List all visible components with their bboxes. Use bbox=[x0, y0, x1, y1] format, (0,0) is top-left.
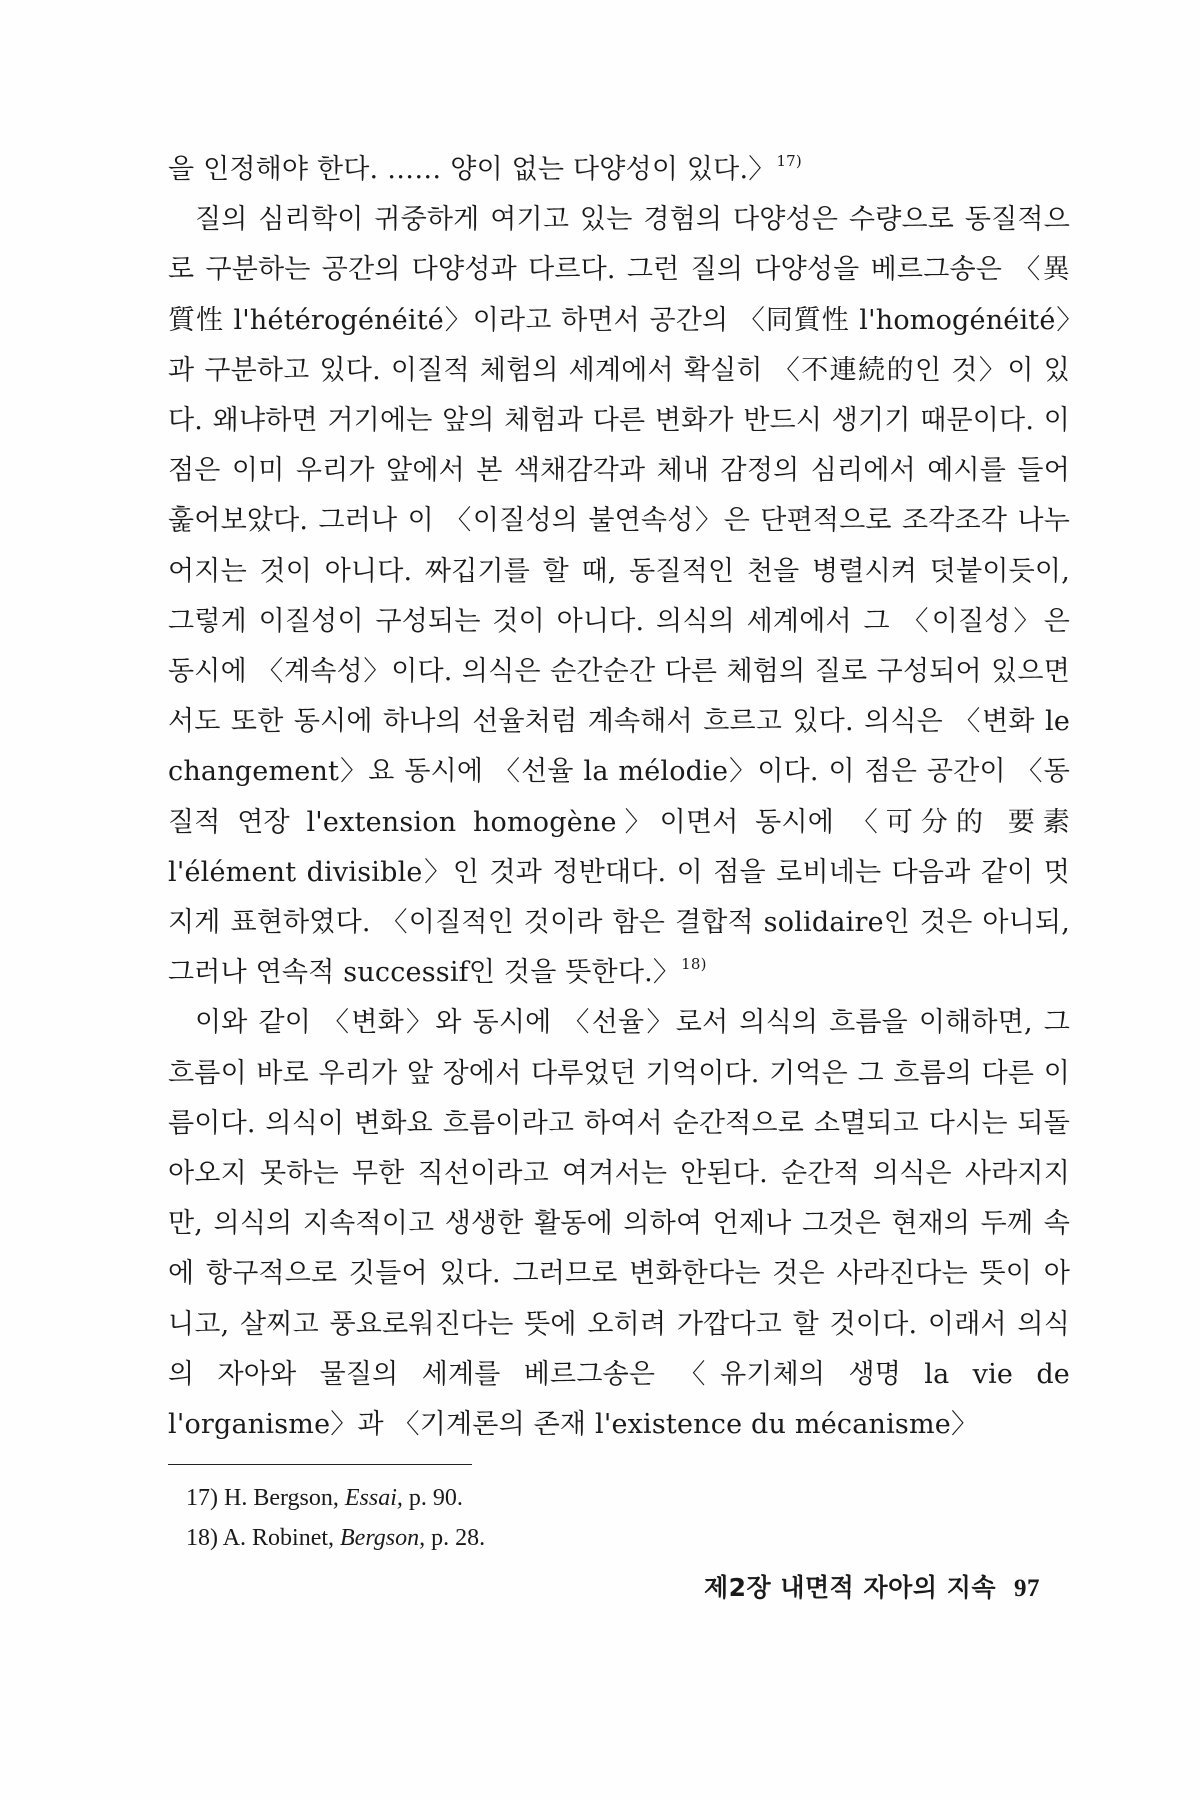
footnotes bbox=[186, 1478, 886, 1558]
footnote-page: p. 90. bbox=[408, 1485, 463, 1511]
footnote-18 bbox=[186, 1518, 886, 1558]
footnote-ref-17: 17) bbox=[776, 152, 802, 170]
footnote-work: Essai, bbox=[344, 1485, 403, 1511]
footnote-page: p. 28. bbox=[431, 1525, 486, 1551]
paragraph-1 bbox=[168, 145, 1070, 195]
paragraph-2-text: 질의 심리학이 귀중하게 여기고 있는 경험의 다양성은 수량으로 동질적으로 구분하는 공간의 다양성과 다르다. 그런 질의 다양성을 베르그송은 〈異質性 l'hétérogénéité〉이라고 하면서 공간의 〈同質性 l'homogénéité〉과 구분하고 있다. 이질적 체험의 세계에서 확실히 〈不連続的인 것〉이 있다. 왜냐하면 거기에는 앞의 체험과 다른 변화가 반드시 생기기 때문이다. 이 점은 이미 우리가 앞에서 본 색채감각과 체내 감정의 심리에서 예시를 들어 훑어보았다. 그러나 이 〈이질성의 불연속성〉은 단편적으로 조각조각 나누어지는 것이 아니다. 짜깁기를 할 때, 동질적인 천을 병렬시켜 덧붙이듯이, 그렇게 이질성이 구성되는 것이 아니다. 의식의 세계에서 그 〈이질성〉은 동시에 〈계속성〉이다. 의식은 순간순간 다른 체험의 질로 구성되어 있으면서도 또한 동시에 하나의 선율처럼 계속해서 흐르고 있다. 의식은 〈변화 le changement〉요 동시에 〈선율 la mélodie〉이다. 이 점은 공간이 〈동질적 연장 l'extension homogène〉이면서 동시에 〈可分的 要素 l'élément divisible〉인 것과 정반대다. 이 점을 로비네는 다음과 같이 멋지게 표현하였다. 〈이질적인 것이라 함은 결합적 solidaire인 것은 아니되, 그러나 연속적 successif인 것을 뜻한다.〉 bbox=[168, 204, 1070, 989]
footnote-work: Bergson, bbox=[340, 1525, 426, 1551]
paragraph-2 bbox=[168, 195, 1070, 998]
footnote-number: 18) bbox=[186, 1525, 218, 1551]
footnote-ref-18: 18) bbox=[681, 955, 707, 974]
paragraph-1-text: 을 인정해야 한다. …… 양이 없는 다양성이 있다.〉 bbox=[168, 154, 776, 185]
main-text bbox=[168, 145, 1070, 1450]
footnote-17 bbox=[186, 1478, 886, 1518]
footnote-author: A. Robinet, bbox=[222, 1525, 335, 1551]
page-number: 97 bbox=[1014, 1575, 1040, 1602]
footnote-divider bbox=[168, 1464, 472, 1465]
paragraph-3 bbox=[168, 998, 1070, 1450]
paragraph-3-text: 이와 같이 〈변화〉와 동시에 〈선율〉로서 의식의 흐름을 이해하면, 그 흐름이 바로 우리가 앞 장에서 다루었던 기억이다. 기억은 그 흐름의 다른 이름이다. 의식이 변화요 흐름이라고 하여서 순간적으로 소멸되고 다시는 되돌아오지 못하는 무한 직선이라고 여겨서는 안된다. 순간적 의식은 사라지지만, 의식의 지속적이고 생생한 활동에 의하여 언제나 그것은 현재의 두께 속에 항구적으로 깃들어 있다. 그러므로 변화한다는 것은 사라진다는 뜻이 아니고, 살찌고 풍요로워진다는 뜻에 오히려 가깝다고 할 것이다. 이래서 의식의 자아와 물질의 세계를 베르그송은 〈유기체의 생명 la vie de l'organisme〉과 〈기계론의 존재 l'existence du mécanisme〉 bbox=[168, 1007, 1070, 1441]
footnote-number: 17) bbox=[186, 1485, 218, 1511]
footnote-author: H. Bergson, bbox=[224, 1485, 339, 1511]
running-footer bbox=[704, 1568, 1040, 1604]
chapter-title: 제2장 내면적 자아의 지속 bbox=[703, 1573, 996, 1602]
